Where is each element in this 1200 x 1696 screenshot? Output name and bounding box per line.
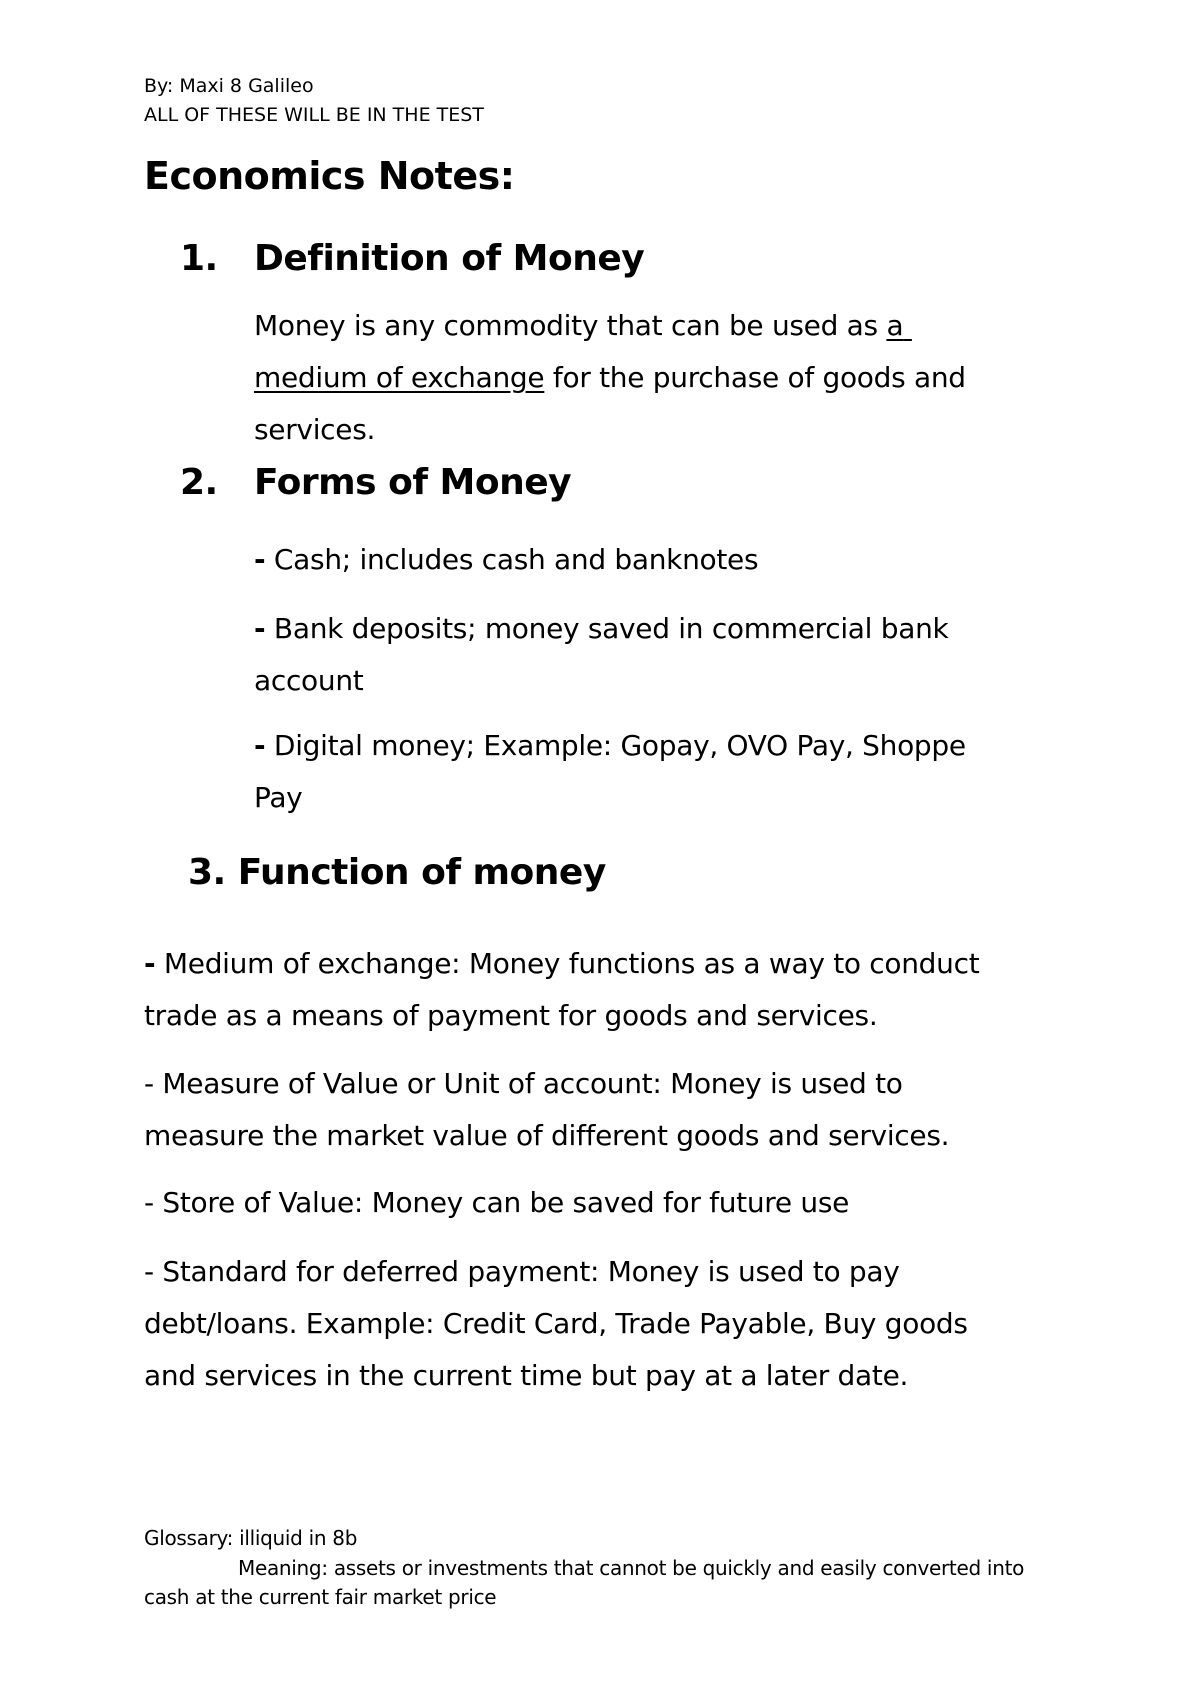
section-1-line-3: services. (254, 413, 376, 446)
function-standard-line-1: - Standard for deferred payment: Money is used to pay (144, 1255, 900, 1288)
test-notice: ALL OF THESE WILL BE IN THE TEST (144, 104, 484, 126)
section-3-heading: 3. Function of money (188, 852, 606, 893)
bullet-dash: - (144, 947, 156, 980)
definition-text: Money is any commodity that can be used as (254, 309, 887, 342)
section-1-line-1 (254, 300, 912, 352)
forms-item-text: Bank deposits; money saved in commercial bank (265, 612, 949, 645)
section-1-number: 1. (180, 238, 218, 279)
function-medium-line-1 (144, 938, 979, 990)
document-title: Economics Notes: (144, 154, 515, 198)
definition-text-continued: for the purchase of goods and (544, 361, 966, 394)
forms-item-digital-line-2: Pay (254, 781, 303, 814)
author-line: By: Maxi 8 Galileo (144, 75, 314, 97)
glossary-meaning-line-1: Meaning: assets or investments that cannot be quickly and easily converted into (238, 1556, 1025, 1580)
forms-item-digital-line-1 (254, 720, 966, 772)
function-measure-line-1: - Measure of Value or Unit of account: Money is used to (144, 1067, 903, 1100)
section-2-number: 2. (180, 462, 218, 503)
function-text: Medium of exchange: Money functions as a way to conduct (155, 947, 980, 980)
section-1-heading: Definition of Money (254, 238, 645, 279)
bullet-dash: - (254, 729, 266, 762)
function-standard-line-2: debt/loans. Example: Credit Card, Trade Payable, Buy goods (144, 1307, 968, 1340)
underline-trailing-space (903, 309, 912, 342)
section-1-line-2 (254, 352, 966, 404)
definition-underlined-a: a (886, 309, 904, 342)
bullet-dash: - (254, 543, 266, 576)
forms-item-text: Cash; includes cash and banknotes (265, 543, 759, 576)
function-standard-line-3: and services in the current time but pay at a later date. (144, 1359, 909, 1392)
glossary-label: Glossary: illiquid in 8b (144, 1526, 358, 1550)
function-store-line-1: - Store of Value: Money can be saved for future use (144, 1186, 850, 1219)
forms-item-cash (254, 534, 758, 586)
glossary-meaning-line-2: cash at the current fair market price (144, 1585, 497, 1609)
forms-item-bank-line-2: account (254, 664, 364, 697)
section-2-heading: Forms of Money (254, 462, 572, 503)
forms-item-bank-line-1 (254, 603, 948, 655)
bullet-dash: - (254, 612, 266, 645)
definition-underlined-phrase: medium of exchange (254, 361, 545, 394)
function-medium-line-2: trade as a means of payment for goods and services. (144, 999, 878, 1032)
function-measure-line-2: measure the market value of different goods and services. (144, 1119, 950, 1152)
forms-item-text: Digital money; Example: Gopay, OVO Pay, Shoppe (265, 729, 966, 762)
